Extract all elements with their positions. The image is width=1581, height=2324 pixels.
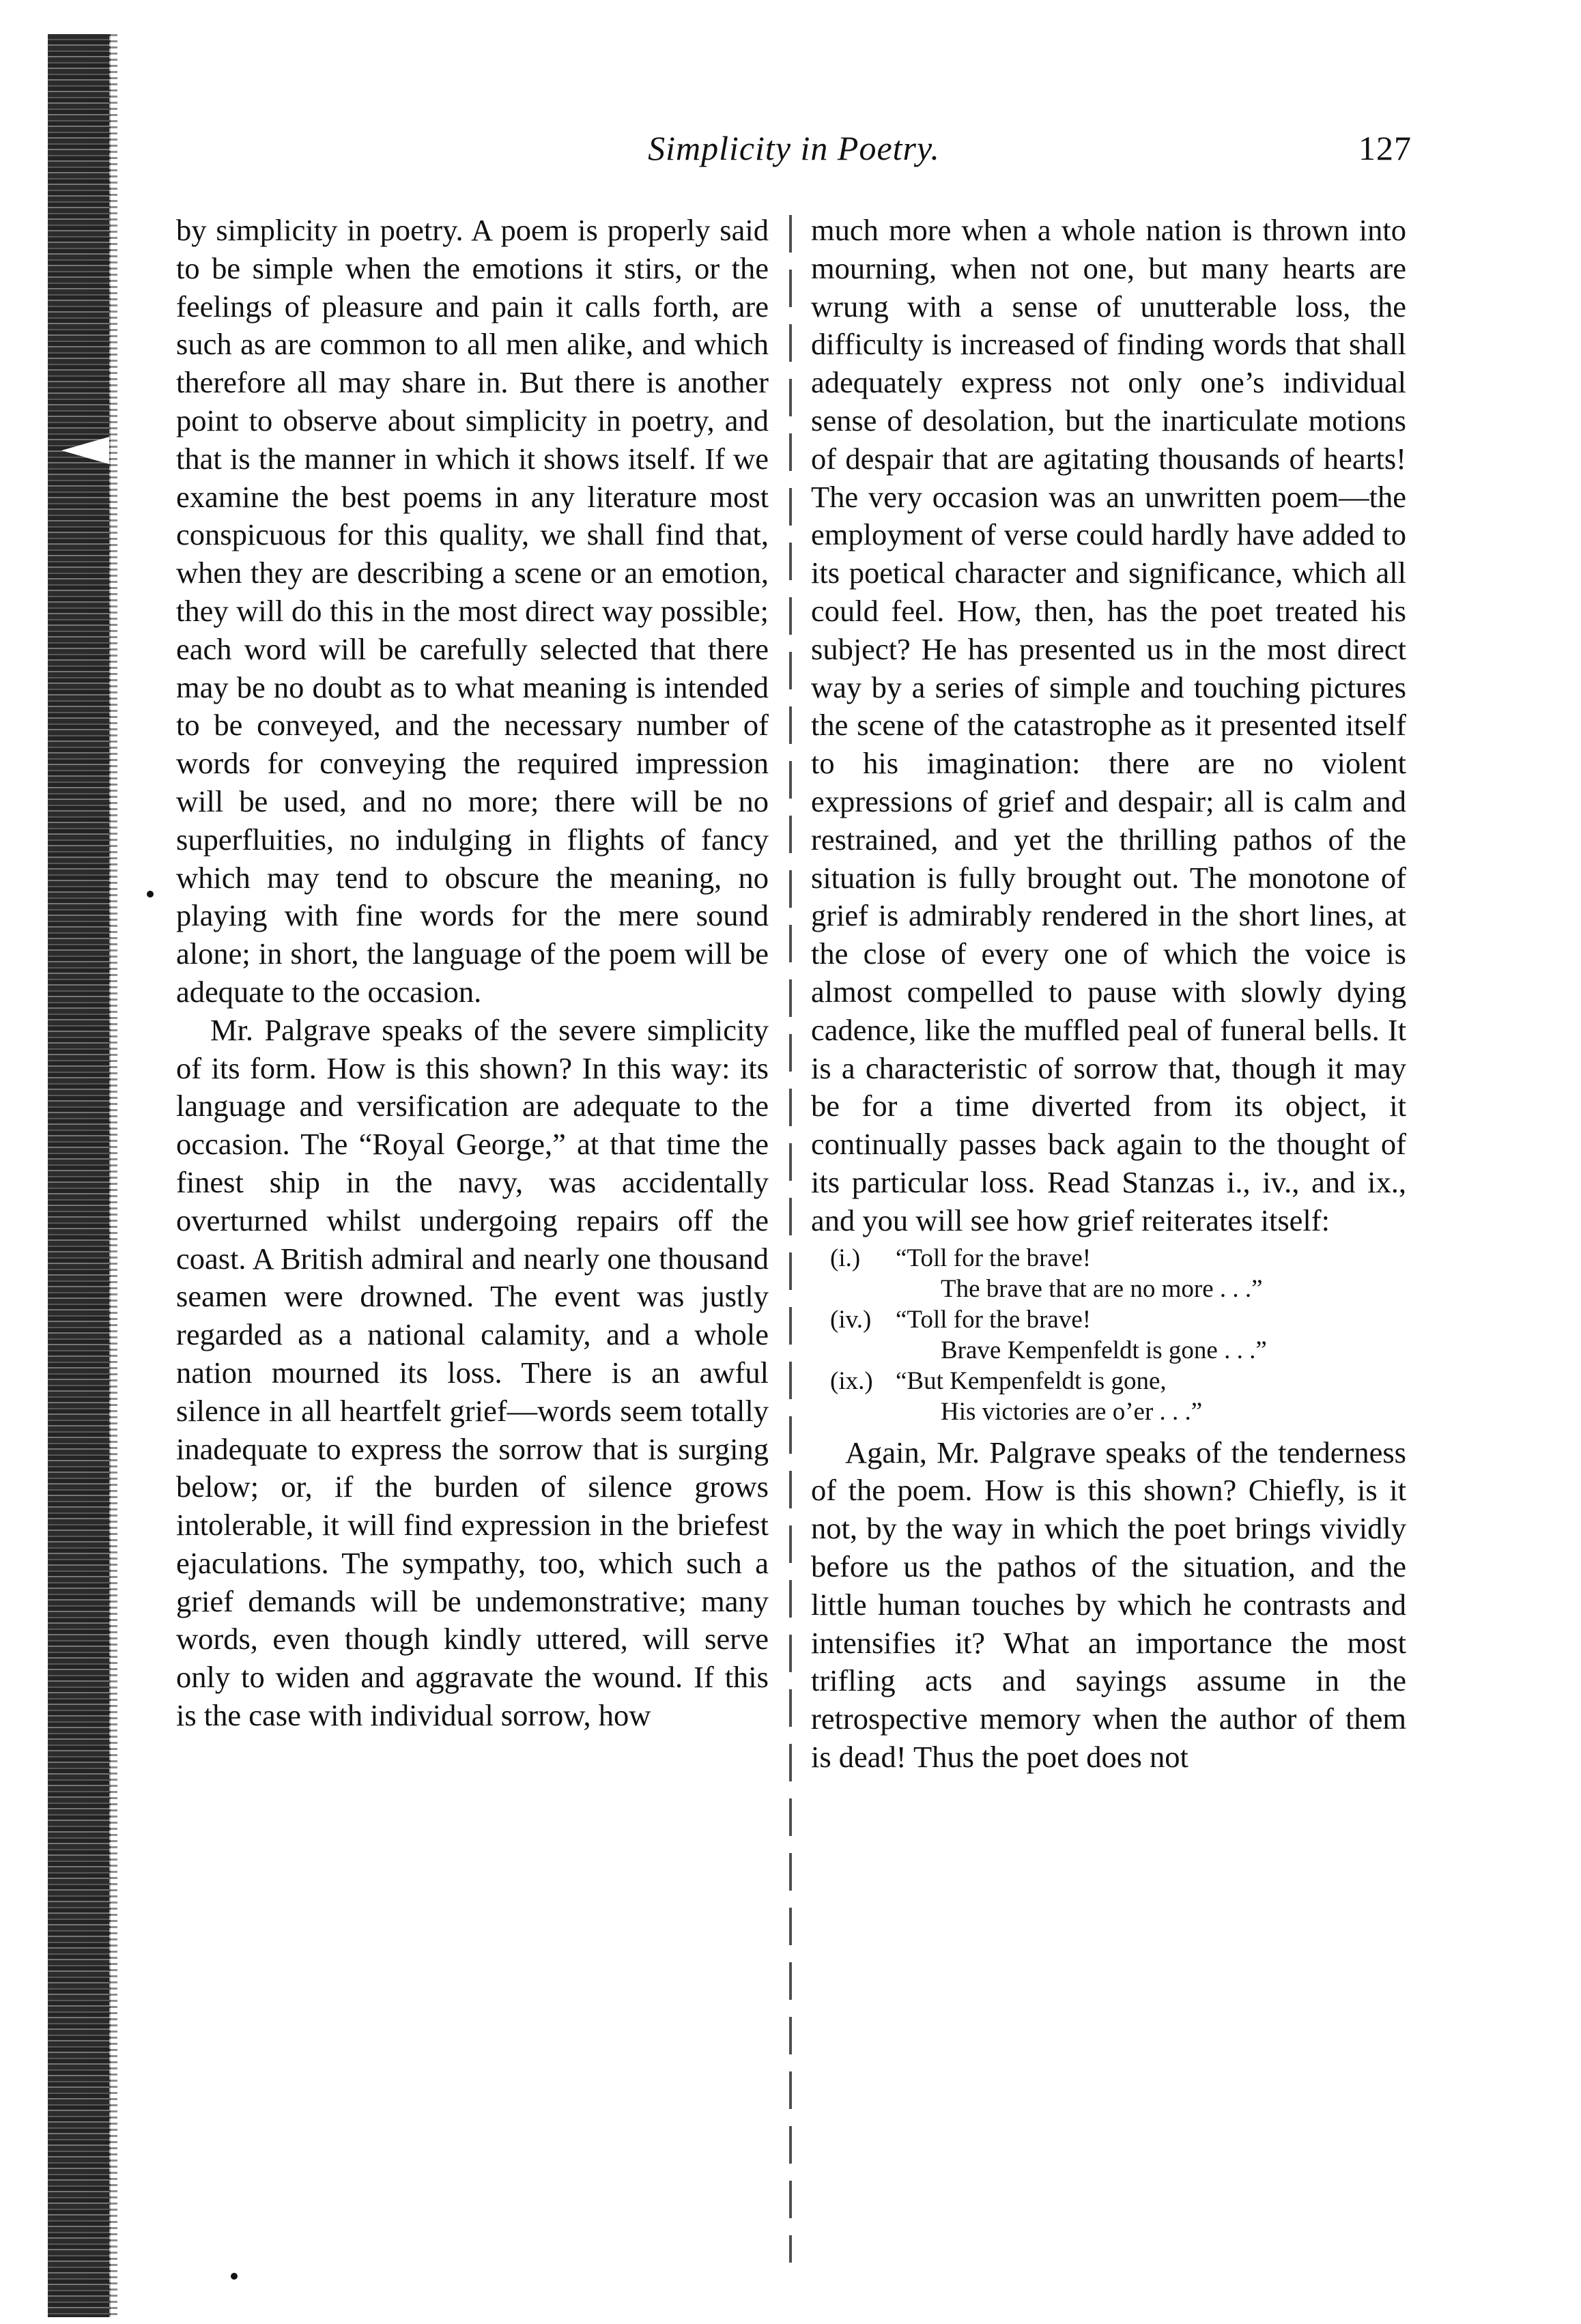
verse-text: His victories are o’er . . .” xyxy=(941,1397,1203,1426)
verse-text: “But Kempenfeldt is gone, xyxy=(896,1366,1167,1395)
verse-text: “Toll for the brave! xyxy=(896,1305,1092,1334)
verse-line xyxy=(811,1335,1406,1366)
running-head xyxy=(176,128,1412,176)
left-paragraph-2: Mr. Palgrave speaks of the severe simplicity of its form. How is this shown? In this way: its language and versification are adequate to the occasion. The “Royal George,” at that time the finest ship in the navy, was accidentally overturned whilst undergoing repairs off the coast. A British admiral and nearly one thousand seamen were drowned. The event was justly regarded as a national calamity, and a whole nation mourned its loss. There is an awful silence in all heartfelt grief—words seem totally inadequate to express the sorrow that is surging below; or, if the burden of silence grows intolerable, it will find expression in the briefest ejaculations. The sympathy, too, which such a grief demands will be undemonstrative; many words, even though kindly uttered, will serve only to widen and aggravate the wound. If this is the case with individual sorrow, how xyxy=(176,1012,769,1733)
verse-text: Brave Kempenfeldt is gone . . .” xyxy=(941,1336,1267,1364)
running-title: Simplicity in Poetry. xyxy=(648,129,940,167)
stanza-number: (i.) xyxy=(830,1244,861,1272)
stanza-number: (ix.) xyxy=(830,1366,873,1395)
verse-line xyxy=(811,1366,1406,1396)
verse-line xyxy=(811,1304,1406,1335)
left-paragraph-1: by simplicity in poetry. A poem is properly said to be simple when the emotions it stirs, or the feelings of pleasure and pain it calls forth, are such as are common to all men alike, and which therefore all may share in. But there is another point to observe about simplicity in poetry, and that is the manner in which it shows itself. If we examine the best poems in any literature most conspicuous for this quality, we shall find that, when they are describing a scene or an emotion, they will do this in the most direct way possible; each word will be carefully selected that there may be no doubt as to what meaning is intended to be conveyed, and the necessary number of words for conveying the required impression will be used, and no more; there will be no superfluities, no indulging in flights of fancy which may tend to obscure the meaning, no playing with fine words for the mere sound alone; in short, the language of the poem will be adequate to the occasion. xyxy=(176,213,769,1009)
verse-quotation xyxy=(811,1243,1406,1427)
stanza-number: (iv.) xyxy=(830,1305,872,1334)
verse-line xyxy=(811,1243,1406,1274)
right-paragraph-2: Again, Mr. Palgrave speaks of the tenderness of the poem. How is this shown? Chiefly, is it not, by the way in which the poet brings vividly before us the pathos of the situation, and the little human touches by which he contrasts and intensifies it? What an importance the most trifling acts and sayings assume in the retrospective memory when the author of them is dead! Thus the poet does not xyxy=(811,1435,1406,1774)
verse-line xyxy=(811,1396,1406,1427)
left-column xyxy=(176,212,769,1735)
right-paragraph-1: much more when a whole nation is thrown into mourning, when not one, but many hearts are wrung with a sense of unutterable loss, the difficulty is increased of finding words that shall adequately express not only one’s individual sense of desolation, but the inarticulate motions of despair that are agitating thousands of hearts! The very occasion was an unwritten poem—the employment of verse could hardly have added to its poetical character and significance, which all could feel. How, then, has the poet treated his subject? He has presented us in the most direct way by a series of simple and touching pictures the scene of the catastrophe as it presented itself to his imagination: there are no violent expressions of grief and despair; all is calm and restrained, and yet the thrilling pathos of the situation is fully brought out. The monotone of grief is admirably rendered in the short lines, at the close of every one of which the voice is almost compelled to pause with slowly dying cadence, like the muffled peal of funeral bells. It is a characteristic of sorrow that, though it may be for a time diverted from its object, it continually passes back again to the thought of its particular loss. Read Stanzas i., iv., and ix., and you will see how grief reiterates itself: xyxy=(811,213,1406,1237)
verse-text: “Toll for the brave! xyxy=(896,1244,1092,1272)
column-rule xyxy=(789,215,792,2263)
book-binding-edge xyxy=(48,34,111,2317)
verse-text: The brave that are no more . . .” xyxy=(941,1274,1263,1303)
print-speck xyxy=(147,891,154,898)
page-number: 127 xyxy=(1358,129,1412,167)
right-column xyxy=(811,212,1406,1777)
verse-line xyxy=(811,1274,1406,1304)
print-speck xyxy=(231,2273,238,2280)
